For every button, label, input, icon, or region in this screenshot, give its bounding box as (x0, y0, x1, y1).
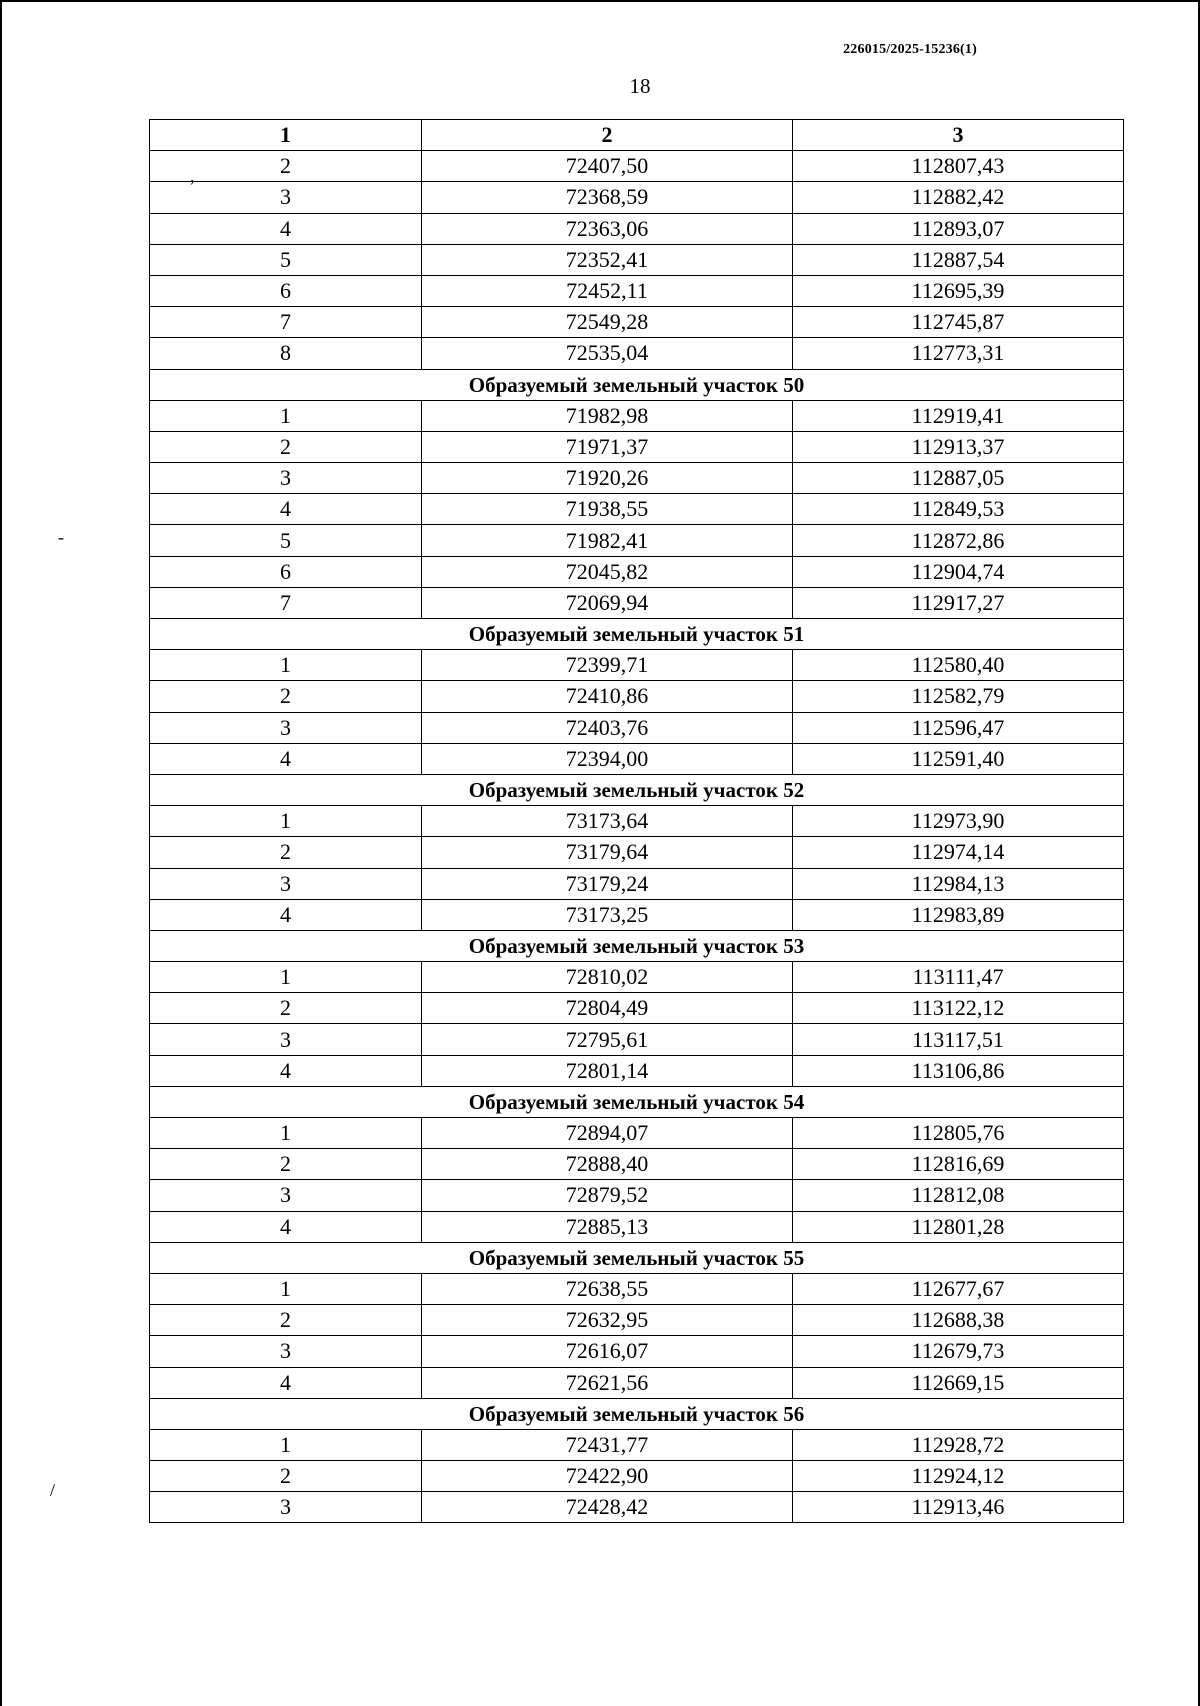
x-coordinate-cell: 71920,26 (422, 463, 793, 494)
table-row (150, 400, 1124, 431)
column-header: 2 (422, 120, 793, 151)
table-row (150, 1180, 1124, 1211)
point-number-cell: 3 (150, 182, 422, 213)
point-number-cell: 2 (150, 837, 422, 868)
x-coordinate-cell: 72535,04 (422, 338, 793, 369)
table-row (150, 213, 1124, 244)
scan-mark: / (50, 1480, 56, 1500)
table-row (150, 1055, 1124, 1086)
y-coordinate-cell: 112582,79 (793, 681, 1124, 712)
table-row (150, 307, 1124, 338)
x-coordinate-cell: 72804,49 (422, 993, 793, 1024)
table-header-row (150, 120, 1124, 151)
y-coordinate-cell: 112913,46 (793, 1492, 1124, 1523)
x-coordinate-cell: 72428,42 (422, 1492, 793, 1523)
y-coordinate-cell: 112596,47 (793, 712, 1124, 743)
column-header: 3 (793, 120, 1124, 151)
x-coordinate-cell: 72399,71 (422, 650, 793, 681)
point-number-cell: 4 (150, 743, 422, 774)
table-row (150, 993, 1124, 1024)
section-title: Образуемый земельный участок 56 (150, 1398, 1124, 1429)
point-number-cell: 1 (150, 400, 422, 431)
y-coordinate-cell: 112591,40 (793, 743, 1124, 774)
point-number-cell: 4 (150, 1211, 422, 1242)
x-coordinate-cell: 71982,41 (422, 525, 793, 556)
x-coordinate-cell: 72888,40 (422, 1149, 793, 1180)
table-row (150, 587, 1124, 618)
y-coordinate-cell: 112882,42 (793, 182, 1124, 213)
section-row (150, 619, 1124, 650)
x-coordinate-cell: 72403,76 (422, 712, 793, 743)
x-coordinate-cell: 72407,50 (422, 151, 793, 182)
x-coordinate-cell: 72616,07 (422, 1336, 793, 1367)
point-number-cell: 1 (150, 1118, 422, 1149)
y-coordinate-cell: 113111,47 (793, 962, 1124, 993)
section-title: Образуемый земельный участок 50 (150, 369, 1124, 400)
section-row (150, 369, 1124, 400)
point-number-cell: 3 (150, 463, 422, 494)
table-row (150, 244, 1124, 275)
point-number-cell: 2 (150, 1461, 422, 1492)
x-coordinate-cell: 72394,00 (422, 743, 793, 774)
table-row (150, 962, 1124, 993)
point-number-cell: 2 (150, 993, 422, 1024)
section-row (150, 930, 1124, 961)
x-coordinate-cell: 72885,13 (422, 1211, 793, 1242)
section-title: Образуемый земельный участок 51 (150, 619, 1124, 650)
y-coordinate-cell: 112917,27 (793, 587, 1124, 618)
table-row (150, 1367, 1124, 1398)
x-coordinate-cell: 72452,11 (422, 275, 793, 306)
table-row (150, 868, 1124, 899)
y-coordinate-cell: 112801,28 (793, 1211, 1124, 1242)
section-title: Образуемый земельный участок 52 (150, 774, 1124, 805)
point-number-cell: 5 (150, 525, 422, 556)
x-coordinate-cell: 72410,86 (422, 681, 793, 712)
point-number-cell: 1 (150, 1273, 422, 1304)
y-coordinate-cell: 112913,37 (793, 431, 1124, 462)
x-coordinate-cell: 72638,55 (422, 1273, 793, 1304)
table-row (150, 681, 1124, 712)
point-number-cell: 5 (150, 244, 422, 275)
table-row (150, 431, 1124, 462)
y-coordinate-cell: 112928,72 (793, 1429, 1124, 1460)
x-coordinate-cell: 72810,02 (422, 962, 793, 993)
x-coordinate-cell: 73173,64 (422, 806, 793, 837)
x-coordinate-cell: 72621,56 (422, 1367, 793, 1398)
point-number-cell: 2 (150, 1305, 422, 1336)
x-coordinate-cell: 71971,37 (422, 431, 793, 462)
point-number-cell: 3 (150, 1180, 422, 1211)
point-number-cell: 3 (150, 868, 422, 899)
y-coordinate-cell: 112816,69 (793, 1149, 1124, 1180)
y-coordinate-cell: 112893,07 (793, 213, 1124, 244)
y-coordinate-cell: 112973,90 (793, 806, 1124, 837)
table-row (150, 556, 1124, 587)
table-row (150, 899, 1124, 930)
x-coordinate-cell: 72795,61 (422, 1024, 793, 1055)
y-coordinate-cell: 112695,39 (793, 275, 1124, 306)
point-number-cell: 4 (150, 1367, 422, 1398)
section-row (150, 774, 1124, 805)
x-coordinate-cell: 72352,41 (422, 244, 793, 275)
table-row (150, 1429, 1124, 1460)
point-number-cell: 1 (150, 806, 422, 837)
x-coordinate-cell: 72069,94 (422, 587, 793, 618)
point-number-cell: 1 (150, 962, 422, 993)
point-number-cell: 2 (150, 681, 422, 712)
y-coordinate-cell: 112669,15 (793, 1367, 1124, 1398)
y-coordinate-cell: 112688,38 (793, 1305, 1124, 1336)
x-coordinate-cell: 72422,90 (422, 1461, 793, 1492)
point-number-cell: 2 (150, 431, 422, 462)
x-coordinate-cell: 72045,82 (422, 556, 793, 587)
point-number-cell: 4 (150, 213, 422, 244)
y-coordinate-cell: 112679,73 (793, 1336, 1124, 1367)
section-title: Образуемый земельный участок 55 (150, 1242, 1124, 1273)
table-row (150, 1336, 1124, 1367)
y-coordinate-cell: 112919,41 (793, 400, 1124, 431)
point-number-cell: 4 (150, 1055, 422, 1086)
point-number-cell: 6 (150, 556, 422, 587)
table-row (150, 338, 1124, 369)
y-coordinate-cell: 112983,89 (793, 899, 1124, 930)
y-coordinate-cell: 113122,12 (793, 993, 1124, 1024)
scan-mark: , (190, 166, 195, 186)
point-number-cell: 3 (150, 1492, 422, 1523)
point-number-cell: 6 (150, 275, 422, 306)
y-coordinate-cell: 112805,76 (793, 1118, 1124, 1149)
table-row (150, 712, 1124, 743)
y-coordinate-cell: 112887,05 (793, 463, 1124, 494)
point-number-cell: 1 (150, 1429, 422, 1460)
x-coordinate-cell: 71982,98 (422, 400, 793, 431)
table-row (150, 275, 1124, 306)
x-coordinate-cell: 71938,55 (422, 494, 793, 525)
page-border-left (0, 0, 2, 1706)
x-coordinate-cell: 73173,25 (422, 899, 793, 930)
section-title: Образуемый земельный участок 53 (150, 930, 1124, 961)
section-row (150, 1398, 1124, 1429)
table-row (150, 743, 1124, 774)
point-number-cell: 7 (150, 307, 422, 338)
y-coordinate-cell: 112984,13 (793, 868, 1124, 899)
x-coordinate-cell: 72894,07 (422, 1118, 793, 1149)
table-row (150, 463, 1124, 494)
table-row (150, 1211, 1124, 1242)
x-coordinate-cell: 72879,52 (422, 1180, 793, 1211)
table-row (150, 837, 1124, 868)
table-row (150, 1118, 1124, 1149)
y-coordinate-cell: 112677,67 (793, 1273, 1124, 1304)
y-coordinate-cell: 112924,12 (793, 1461, 1124, 1492)
y-coordinate-cell: 113117,51 (793, 1024, 1124, 1055)
table-row (150, 151, 1124, 182)
x-coordinate-cell: 72801,14 (422, 1055, 793, 1086)
y-coordinate-cell: 112872,86 (793, 525, 1124, 556)
table-row (150, 1149, 1124, 1180)
x-coordinate-cell: 72632,95 (422, 1305, 793, 1336)
table-row (150, 1024, 1124, 1055)
table-row (150, 806, 1124, 837)
table-row (150, 1305, 1124, 1336)
y-coordinate-cell: 112745,87 (793, 307, 1124, 338)
point-number-cell: 3 (150, 1024, 422, 1055)
page-number: 18 (629, 74, 651, 98)
page-border-top (0, 0, 1200, 2)
coordinates-table (149, 119, 1124, 1523)
table-row (150, 650, 1124, 681)
point-number-cell: 3 (150, 1336, 422, 1367)
y-coordinate-cell: 112773,31 (793, 338, 1124, 369)
y-coordinate-cell: 112887,54 (793, 244, 1124, 275)
table-row (150, 182, 1124, 213)
y-coordinate-cell: 112974,14 (793, 837, 1124, 868)
table-row (150, 494, 1124, 525)
x-coordinate-cell: 72431,77 (422, 1429, 793, 1460)
y-coordinate-cell: 112904,74 (793, 556, 1124, 587)
point-number-cell: 1 (150, 650, 422, 681)
point-number-cell: 4 (150, 494, 422, 525)
point-number-cell: 8 (150, 338, 422, 369)
section-row (150, 1086, 1124, 1117)
x-coordinate-cell: 73179,64 (422, 837, 793, 868)
x-coordinate-cell: 72368,59 (422, 182, 793, 213)
document-number: 226015/2025-15236(1) (843, 42, 977, 57)
y-coordinate-cell: 112807,43 (793, 151, 1124, 182)
table-row (150, 1461, 1124, 1492)
y-coordinate-cell: 113106,86 (793, 1055, 1124, 1086)
point-number-cell: 7 (150, 587, 422, 618)
x-coordinate-cell: 73179,24 (422, 868, 793, 899)
column-header: 1 (150, 120, 422, 151)
scan-mark: - (58, 527, 64, 547)
table-row (150, 1273, 1124, 1304)
y-coordinate-cell: 112812,08 (793, 1180, 1124, 1211)
table-row (150, 1492, 1124, 1523)
point-number-cell: 4 (150, 899, 422, 930)
section-title: Образуемый земельный участок 54 (150, 1086, 1124, 1117)
x-coordinate-cell: 72363,06 (422, 213, 793, 244)
table-body (150, 151, 1124, 1523)
y-coordinate-cell: 112580,40 (793, 650, 1124, 681)
point-number-cell: 2 (150, 151, 422, 182)
point-number-cell: 2 (150, 1149, 422, 1180)
x-coordinate-cell: 72549,28 (422, 307, 793, 338)
table-row (150, 525, 1124, 556)
section-row (150, 1242, 1124, 1273)
point-number-cell: 3 (150, 712, 422, 743)
y-coordinate-cell: 112849,53 (793, 494, 1124, 525)
